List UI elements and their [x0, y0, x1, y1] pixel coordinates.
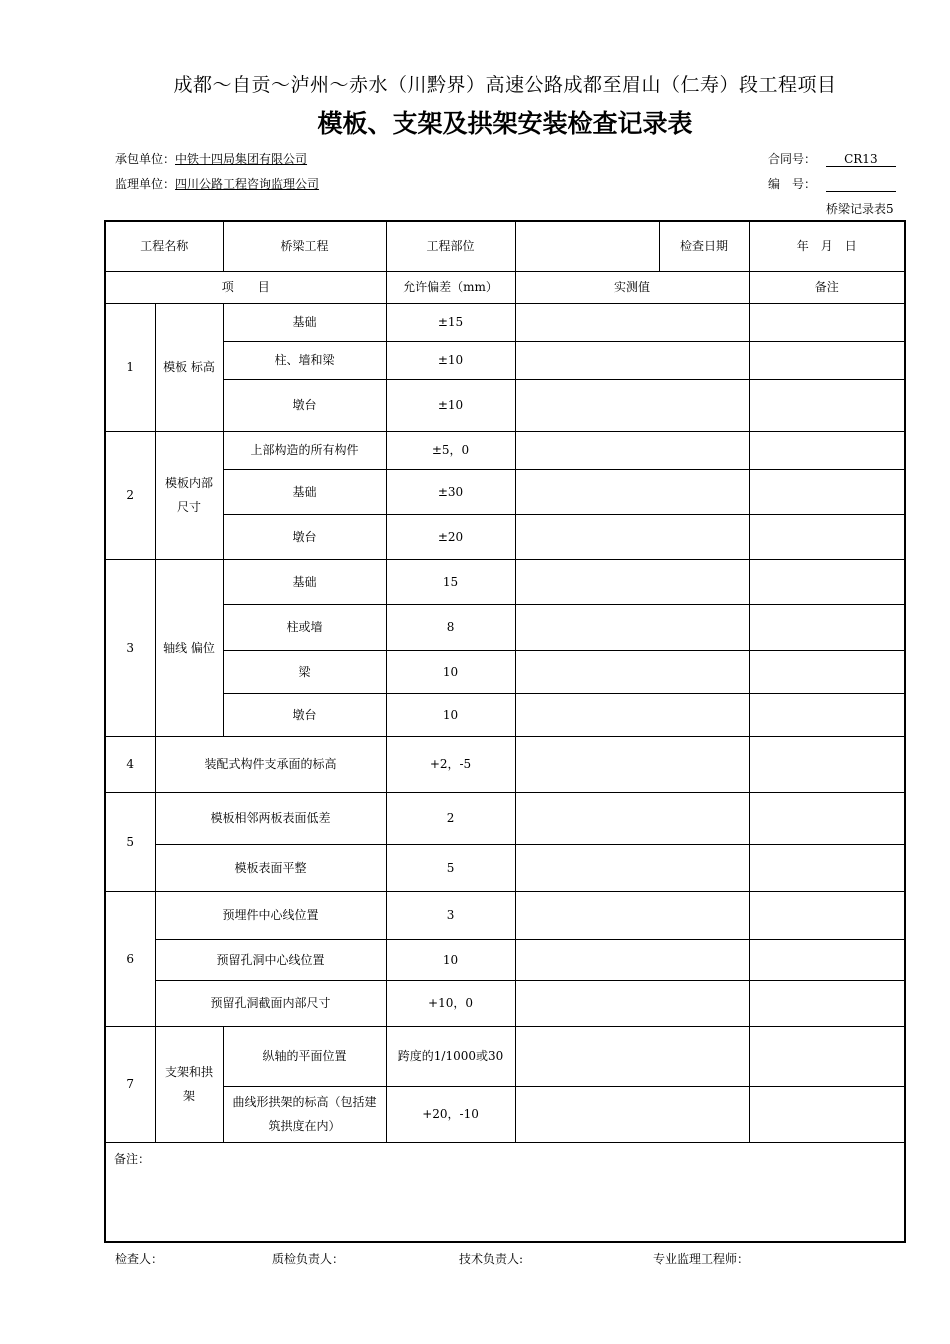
group-no: 4 [105, 736, 155, 792]
tolerance-cell: 2 [386, 792, 515, 844]
item-cell: 墩台 [223, 693, 386, 736]
item-cell: 基础 [223, 559, 386, 604]
measured-cell[interactable] [515, 514, 749, 559]
group-no: 5 [105, 792, 155, 891]
contractor-label: 承包单位： [115, 152, 176, 166]
item-cell: 装配式构件支承面的标高 [155, 736, 386, 792]
item-cell: 柱或墙 [223, 604, 386, 650]
remark-cell[interactable] [749, 939, 905, 980]
remark-cell[interactable] [749, 980, 905, 1026]
measured-cell[interactable] [515, 693, 749, 736]
contract-no-value: CR13 [826, 152, 896, 167]
group-name: 模板内部尺寸 [155, 431, 223, 559]
col-measured: 实测值 [515, 271, 749, 303]
remark-cell[interactable] [749, 469, 905, 514]
project-name-value: 桥梁工程 [223, 221, 386, 271]
page-title: 模板、支架及拱架安装检查记录表 [317, 109, 693, 138]
table-row [105, 939, 905, 980]
tolerance-cell: ±10 [386, 341, 515, 379]
tolerance-cell: 10 [386, 650, 515, 693]
measured-cell[interactable] [515, 980, 749, 1026]
remark-cell[interactable] [749, 844, 905, 891]
remark-cell[interactable] [749, 303, 905, 341]
measured-cell[interactable] [515, 844, 749, 891]
serial-value [826, 177, 896, 192]
engineer-label: 专业监理工程师： [653, 1252, 750, 1266]
table-row [105, 221, 905, 271]
col-remark: 备注 [749, 271, 905, 303]
group-no: 1 [105, 303, 155, 431]
remark-cell[interactable] [749, 431, 905, 469]
remark-cell[interactable] [749, 604, 905, 650]
item-cell: 纵轴的平面位置 [223, 1026, 386, 1086]
tolerance-cell: 3 [386, 891, 515, 939]
table-row [105, 431, 905, 469]
item-cell: 预留孔洞截面内部尺寸 [155, 980, 386, 1026]
col-tolerance: 允许偏差（mm） [386, 271, 515, 303]
measured-cell[interactable] [515, 431, 749, 469]
tolerance-cell: 15 [386, 559, 515, 604]
table-row [105, 844, 905, 891]
remark-cell[interactable] [749, 379, 905, 431]
item-cell: 预留孔洞中心线位置 [155, 939, 386, 980]
measured-cell[interactable] [515, 341, 749, 379]
table-row [105, 469, 905, 514]
measured-cell[interactable] [515, 792, 749, 844]
measured-cell[interactable] [515, 559, 749, 604]
table-row [105, 792, 905, 844]
item-cell: 梁 [223, 650, 386, 693]
item-cell: 预埋件中心线位置 [155, 891, 386, 939]
tolerance-cell: ±15 [386, 303, 515, 341]
tolerance-cell: +10，0 [386, 980, 515, 1026]
measured-cell[interactable] [515, 939, 749, 980]
measured-cell[interactable] [515, 736, 749, 792]
remark-cell[interactable] [749, 1086, 905, 1142]
remark-cell[interactable] [749, 1026, 905, 1086]
contractor-line [115, 150, 307, 167]
group-no: 2 [105, 431, 155, 559]
tolerance-cell: 跨度的1/1000或30 [386, 1026, 515, 1086]
tolerance-cell: ±30 [386, 469, 515, 514]
project-name-label: 工程名称 [105, 221, 223, 271]
remark-cell[interactable] [749, 792, 905, 844]
contractor-value: 中铁十四局集团有限公司 [175, 152, 308, 166]
item-cell: 基础 [223, 303, 386, 341]
group-no: 3 [105, 559, 155, 736]
item-cell: 模板表面平整 [155, 844, 386, 891]
group-name: 支架和拱架 [155, 1026, 223, 1142]
table-row [105, 693, 905, 736]
remark-cell[interactable] [749, 650, 905, 693]
remarks-cell[interactable] [105, 1142, 905, 1242]
inspector-label: 检查人： [115, 1252, 164, 1266]
date-value[interactable]: 年 月 日 [749, 221, 905, 271]
tolerance-cell: 10 [386, 939, 515, 980]
measured-cell[interactable] [515, 650, 749, 693]
tolerance-cell: ±20 [386, 514, 515, 559]
item-cell: 模板相邻两板表面低差 [155, 792, 386, 844]
measured-cell[interactable] [515, 604, 749, 650]
item-cell: 基础 [223, 469, 386, 514]
tolerance-cell: 8 [386, 604, 515, 650]
table-row [105, 1086, 905, 1142]
table-row [105, 341, 905, 379]
supervisor-line [115, 175, 319, 192]
form-id: 桥梁记录表5 [826, 202, 894, 216]
table-row [105, 650, 905, 693]
table-row [105, 559, 905, 604]
date-label: 检查日期 [659, 221, 749, 271]
group-name: 模板 标高 [155, 303, 223, 431]
project-name: 成都～自贡～泸州～赤水（川黔界）高速公路成都至眉山（仁寿）段工程项目 [173, 74, 837, 96]
group-name: 轴线 偏位 [155, 559, 223, 736]
qc-label: 质检负责人： [272, 1252, 345, 1266]
remarks-label: 备注： [114, 1151, 151, 1166]
part-label: 工程部位 [386, 221, 515, 271]
measured-cell[interactable] [515, 891, 749, 939]
remark-cell[interactable] [749, 341, 905, 379]
measured-cell[interactable] [515, 379, 749, 431]
measured-cell[interactable] [515, 1086, 749, 1142]
tolerance-cell: 5 [386, 844, 515, 891]
table-row [105, 1026, 905, 1086]
contract-no-label: 合同号： [768, 152, 817, 166]
tolerance-cell: ±10 [386, 379, 515, 431]
remark-cell[interactable] [749, 736, 905, 792]
tech-label: 技术负责人: [459, 1252, 524, 1266]
table-header-row [105, 271, 905, 303]
item-cell: 墩台 [223, 379, 386, 431]
tolerance-cell: +20，-10 [386, 1086, 515, 1142]
tolerance-cell: 10 [386, 693, 515, 736]
contract-no-line [768, 150, 896, 167]
table-row [105, 891, 905, 939]
inspection-table [104, 220, 906, 1243]
item-cell: 上部构造的所有构件 [223, 431, 386, 469]
table-row [105, 514, 905, 559]
remark-cell[interactable] [749, 891, 905, 939]
part-value[interactable] [515, 221, 659, 271]
serial-line [768, 175, 896, 192]
item-cell: 墩台 [223, 514, 386, 559]
table-row [105, 379, 905, 431]
remark-cell[interactable] [749, 514, 905, 559]
col-item: 项 目 [105, 271, 386, 303]
supervisor-value: 四川公路工程咨询监理公司 [175, 177, 320, 191]
measured-cell[interactable] [515, 303, 749, 341]
serial-label: 编 号： [768, 177, 817, 191]
remarks-row [105, 1142, 905, 1242]
table-row [105, 736, 905, 792]
item-cell: 曲线形拱架的标高（包括建筑拱度在内） [223, 1086, 386, 1142]
supervisor-label: 监理单位： [115, 177, 176, 191]
group-no: 7 [105, 1026, 155, 1142]
table-row [105, 980, 905, 1026]
table-row [105, 604, 905, 650]
tolerance-cell: ±5，0 [386, 431, 515, 469]
group-no: 6 [105, 891, 155, 1026]
item-cell: 柱、墙和梁 [223, 341, 386, 379]
table-row [105, 303, 905, 341]
remark-cell[interactable] [749, 559, 905, 604]
measured-cell[interactable] [515, 469, 749, 514]
measured-cell[interactable] [515, 1026, 749, 1086]
remark-cell[interactable] [749, 693, 905, 736]
tolerance-cell: +2，-5 [386, 736, 515, 792]
